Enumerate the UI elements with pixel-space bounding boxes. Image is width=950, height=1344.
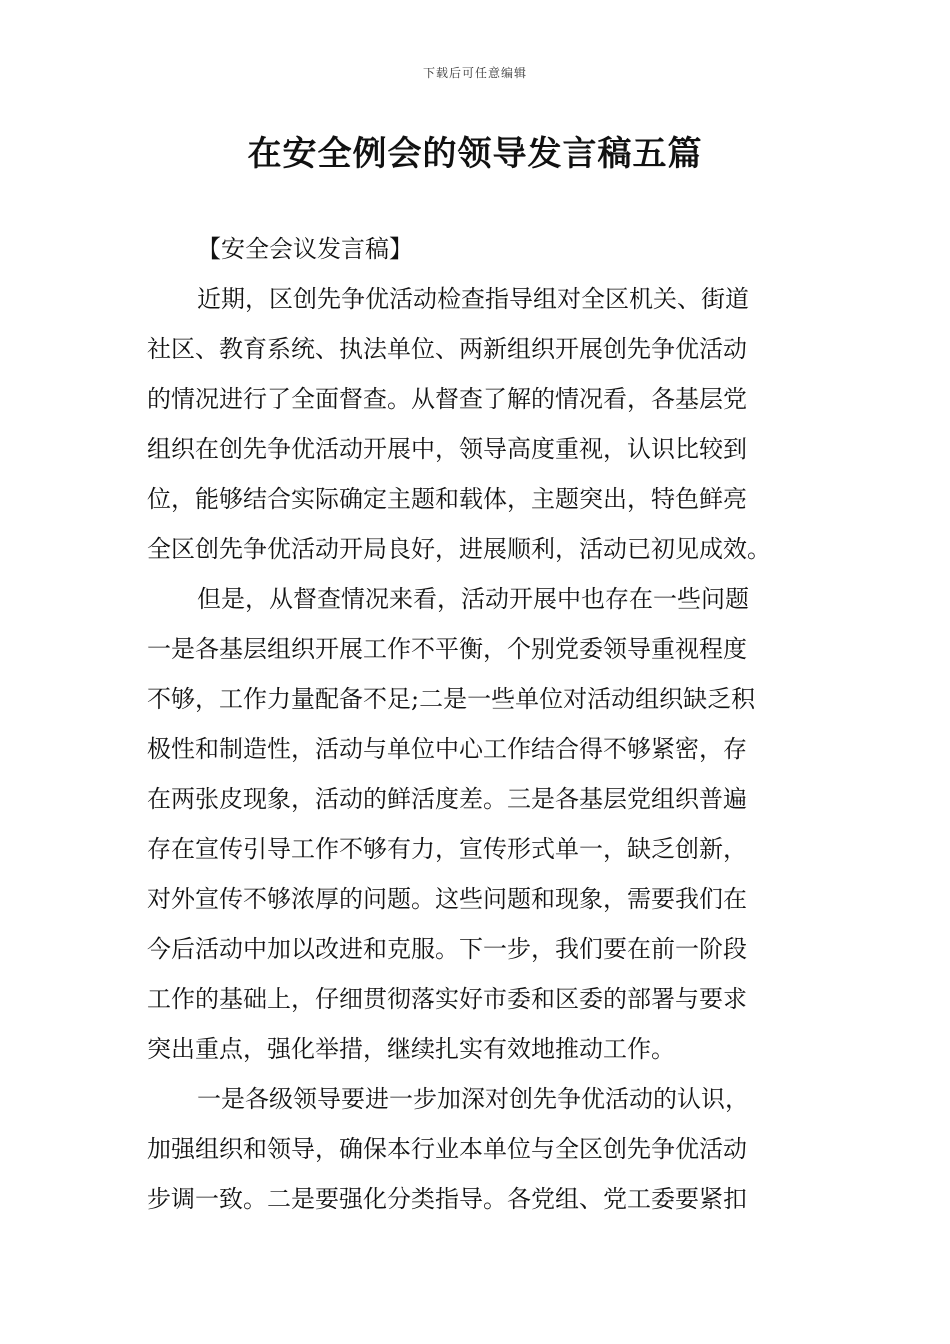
text-line: 全区创先争优活动开局良好，进展顺利，活动已初见成效。	[147, 535, 771, 563]
text-line: 的情况进行了全面督查。从督查了解的情况看，各基层党	[147, 385, 747, 413]
text-line: 存在宣传引导工作不够有力，宣传形式单一，缺乏创新，	[147, 835, 747, 863]
document-title: 在安全例会的领导发言稿五篇	[247, 134, 703, 174]
text-line: 一是各基层组织开展工作不平衡，个别党委领导重视程度	[147, 635, 747, 663]
text-line: 极性和制造性，活动与单位中心工作结合得不够紧密，存	[147, 735, 747, 763]
text-line: 对外宣传不够浓厚的问题。这些问题和现象，需要我们在	[147, 885, 747, 913]
text-line: 组织在创先争优活动开展中，领导高度重视，认识比较到	[147, 435, 747, 463]
section-heading: 【安全会议发言稿】	[197, 235, 413, 263]
text-line: 工作的基础上，仔细贯彻落实好市委和区委的部署与要求	[147, 985, 747, 1013]
text-line: 在两张皮现象，活动的鲜活度差。三是各基层党组织普遍	[147, 785, 747, 813]
text-line: 但是，从督查情况来看，活动开展中也存在一些问题	[197, 585, 749, 613]
text-line: 社区、教育系统、执法单位、两新组织开展创先争优活动	[147, 335, 747, 363]
text-line: 突出重点，强化举措，继续扎实有效地推动工作。	[147, 1035, 675, 1063]
text-line: 一是各级领导要进一步加深对创先争优活动的认识，	[197, 1085, 749, 1113]
text-line: 今后活动中加以改进和克服。下一步，我们要在前一阶段	[147, 935, 747, 963]
text-line: 加强组织和领导，确保本行业本单位与全区创先争优活动	[147, 1135, 747, 1163]
text-line: 不够，工作力量配备不足;二是一些单位对活动组织缺乏积	[147, 685, 756, 713]
text-line: 步调一致。二是要强化分类指导。各党组、党工委要紧扣	[147, 1185, 747, 1213]
header-note: 下载后可任意编辑	[422, 66, 527, 80]
text-line: 近期，区创先争优活动检查指导组对全区机关、街道	[197, 285, 749, 313]
text-line: 位，能够结合实际确定主题和载体，主题突出，特色鲜亮	[147, 485, 747, 513]
